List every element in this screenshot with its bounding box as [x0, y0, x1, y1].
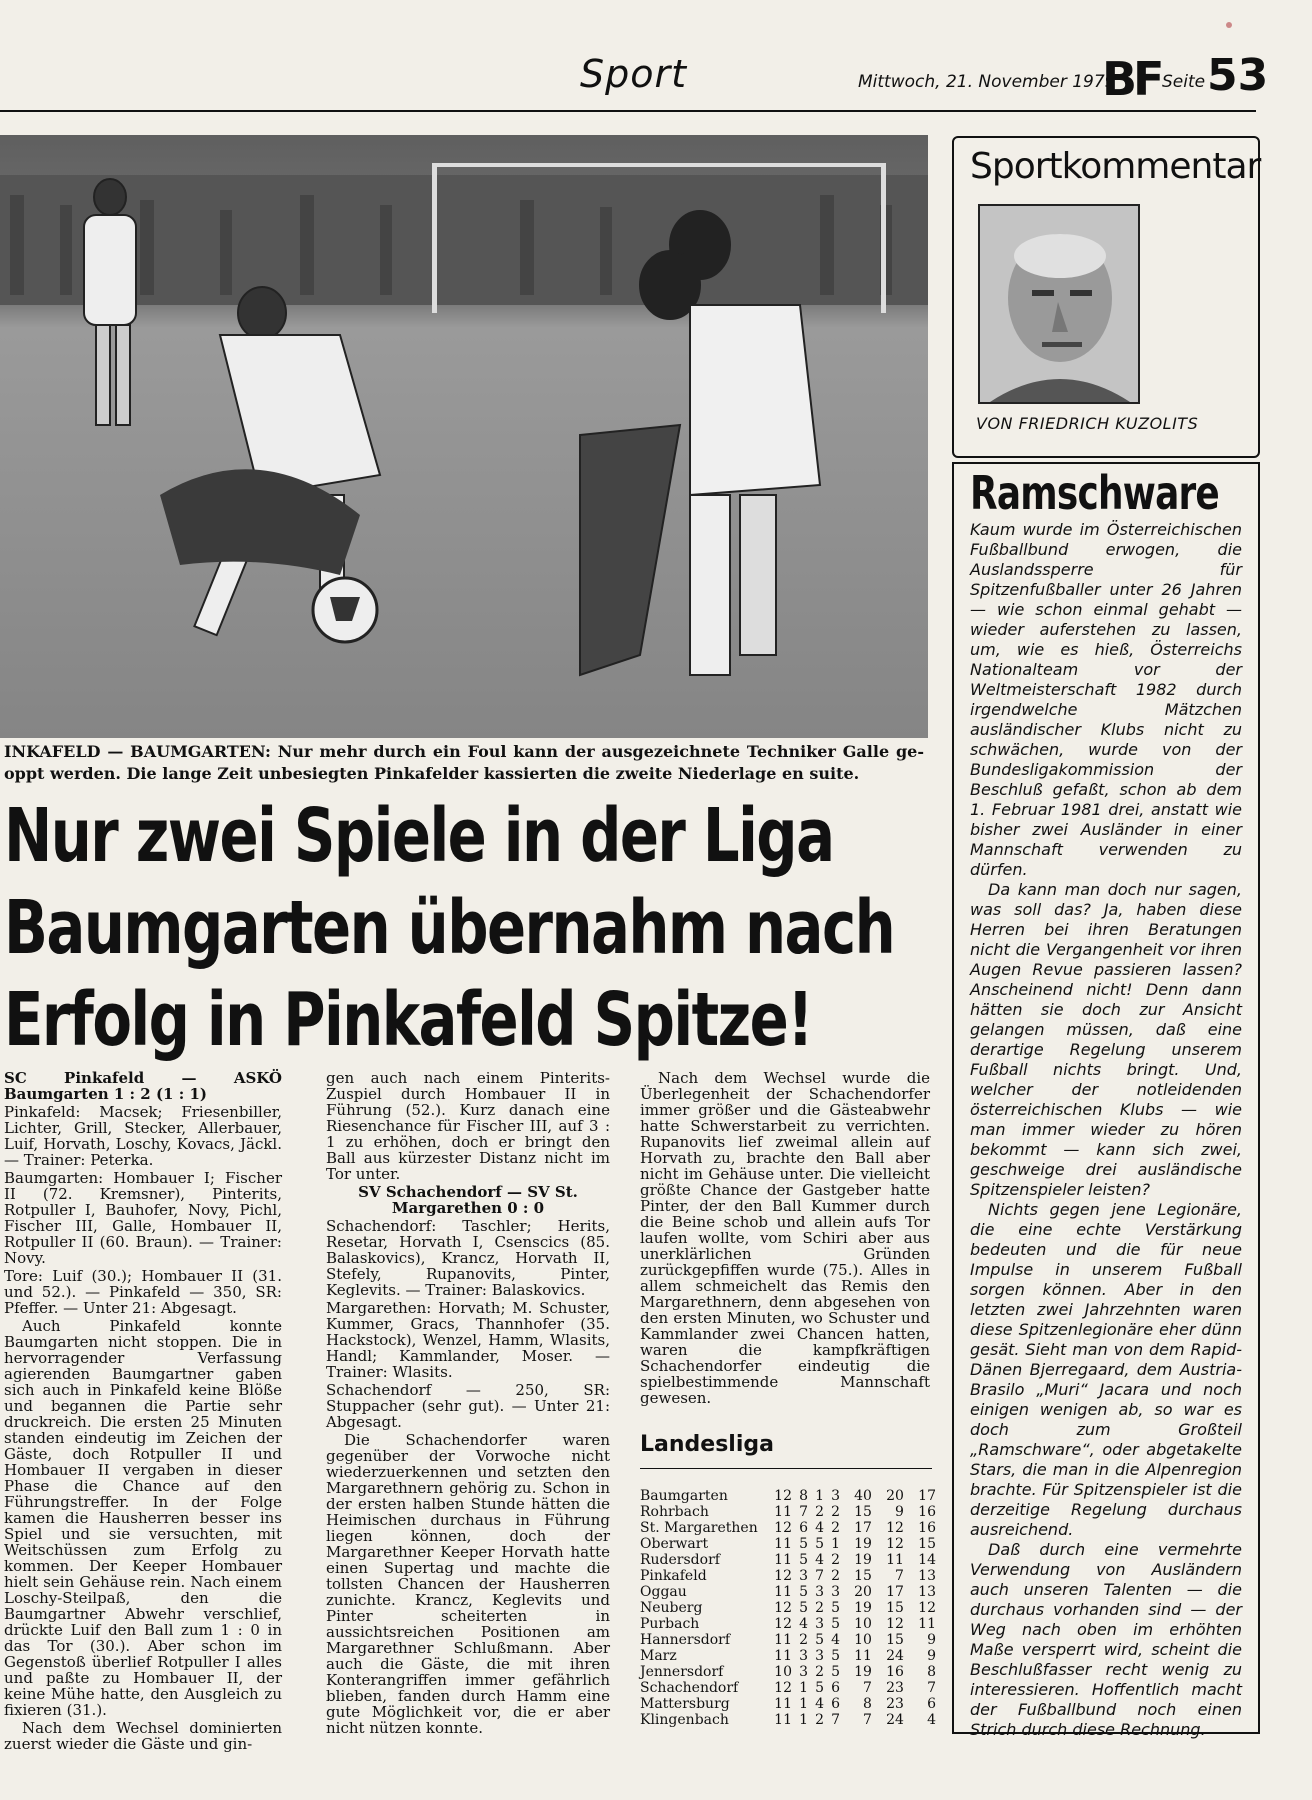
- stat-cell: 1: [799, 1680, 808, 1696]
- table-row: [640, 1680, 936, 1696]
- stat-cell: 8: [863, 1696, 872, 1712]
- stat-cell: 5: [831, 1664, 840, 1680]
- article-paragraph: Schachendorf — 250, SR: Stuppacher (sehr gut). — Unter 21: Abgesagt.: [326, 1381, 610, 1431]
- stat-cell: 1: [831, 1536, 840, 1552]
- newspaper-logo: BF: [1102, 52, 1161, 106]
- stat-cell: 7: [895, 1568, 904, 1584]
- stat-cell: 1: [799, 1696, 808, 1712]
- stat-cell: 5: [799, 1600, 808, 1616]
- stat-cell: 12: [886, 1520, 904, 1536]
- stat-cell: 6: [799, 1520, 808, 1536]
- article-paragraph: Tore: Luif (30.); Hombauer II (31. und 52.). — Pinkafeld — 350, SR: Pfeffer. — Unter 21: Abgesagt.: [4, 1267, 282, 1317]
- stat-cell: 23: [886, 1696, 904, 1712]
- header-rule: [0, 110, 1256, 112]
- stat-cell: 16: [918, 1504, 936, 1520]
- issue-date: Mittwoch, 21. November 1979: [858, 72, 1116, 92]
- stat-cell: 19: [854, 1664, 872, 1680]
- stat-cell: 11: [774, 1632, 792, 1648]
- commentary-box-title: Sportkommentar: [970, 146, 1261, 187]
- stat-cell: 7: [799, 1504, 808, 1520]
- article-paragraph: SC Pinkafeld — ASKÖ Baumgarten 1 : 2 (1 : 1): [4, 1069, 282, 1103]
- stat-cell: 13: [918, 1584, 936, 1600]
- stat-cell: 5: [799, 1584, 808, 1600]
- stat-cell: 2: [799, 1632, 808, 1648]
- table-row: [640, 1600, 936, 1616]
- stat-cell: 12: [774, 1616, 792, 1632]
- team-name: Schachendorf: [640, 1680, 739, 1696]
- stat-cell: 2: [831, 1504, 840, 1520]
- match-photo: [0, 135, 928, 738]
- stat-cell: 19: [854, 1536, 872, 1552]
- team-name: Marz: [640, 1648, 677, 1664]
- team-name: Oggau: [640, 1584, 687, 1600]
- stat-cell: 12: [774, 1520, 792, 1536]
- stat-cell: 40: [854, 1488, 872, 1504]
- stat-cell: 12: [886, 1536, 904, 1552]
- stat-cell: 11: [774, 1648, 792, 1664]
- commentary-author: VON FRIEDRICH KUZOLITS: [976, 414, 1199, 433]
- commentary-paragraph: Da kann man doch nur sagen, was soll das? Ja, haben diese Herren bei ihren Beratungen nicht die Vergangenheit vor ihren Augen Revue passieren lassen? Anscheinend nicht! Denn dann hätten sie doch zur Ansicht gelangen müssen, daß eine derartige Regelung unserem Fußball nichts bringt. Und, welcher der notleidenden österreichischen Klubs — wie man immer wieder zu hören bekommt — kann sich zwei, geschweige drei ausländische Spitzenspieler leisten?: [970, 880, 1242, 1199]
- stat-cell: 11: [918, 1616, 936, 1632]
- commentary-paragraph: Daß durch eine vermehrte Verwendung von Ausländern auch unseren Talenten — die durchaus vorhanden sind — der Weg nach oben im erhöhten Maße versperrt wird, scheint die Beschlußfasser recht wenig zu interessieren. Hoffentlich macht der Fußballbund noch einen Strich durch diese Rechnung.: [970, 1540, 1242, 1739]
- stat-cell: 11: [774, 1696, 792, 1712]
- stat-cell: 7: [863, 1712, 872, 1728]
- table-row: [640, 1552, 936, 1568]
- stat-cell: 11: [774, 1552, 792, 1568]
- stat-cell: 16: [918, 1520, 936, 1536]
- commentary-paragraph: Nichts gegen jene Legionäre, die eine echte Verstärkung bedeuten und die für neue Impulse in unserem Fußball sorgen können. Aber in den letzten zwei Jahrzehnten waren diese Spitzenlegionäre eher dünn gesät. Sieht man von dem Rapid-Dänen Bjerregaard, dem Austria-Brasilo „Muri“ Jacara und noch einigen wenigen ab, so war es doch zum Großteil „Ramschware“, oder abgetakelte Stars, die man in die Alpenregion brachte. Für Spitzenspieler ist die derzeitige Regelung durchaus ausreichend.: [970, 1200, 1242, 1539]
- stat-cell: 15: [886, 1600, 904, 1616]
- article-paragraph: Nach dem Wechsel dominierten zuerst wieder die Gäste und gin-: [4, 1719, 282, 1753]
- stat-cell: 3: [799, 1648, 808, 1664]
- team-name: Rudersdorf: [640, 1552, 720, 1568]
- table-row: [640, 1520, 936, 1536]
- stat-cell: 4: [799, 1616, 808, 1632]
- team-name: St. Margarethen: [640, 1520, 758, 1536]
- stat-cell: 6: [831, 1696, 840, 1712]
- stat-cell: 24: [886, 1712, 904, 1728]
- stat-cell: 3: [815, 1616, 824, 1632]
- stat-cell: 9: [927, 1632, 936, 1648]
- article-paragraph: Nach dem Wechsel wurde die Überlegenheit der Schachendorfer immer größer und die Gästeabwehr hatte Schwerstarbeit zu verrichten. Rupanovits lief zweimal allein auf Horvath zu, brachte den Ball aber nicht im Gehäuse unter. Die vielleicht größte Chance der Gastgeber hatte Pinter, der den Ball Kummer durch die Beine schob und allein aufs Tor laufen wollte, vom Schiri aber aus unerklärlichen Gründen zurückgepfiffen wurde (75.). Alles in allem schmeichelt das Remis den Margarethnern, denn abgesehen von den ersten Minuten, wo Schuster und Kammlander zwei Chancen hatten, waren die kampfkräftigen Schachendorfer eindeutig die spielbestimmende Mannschaft gewesen.: [640, 1069, 930, 1407]
- stat-cell: 4: [815, 1552, 824, 1568]
- table-row: [640, 1488, 936, 1504]
- article-column-2: [326, 1070, 610, 1738]
- team-name: Klingenbach: [640, 1712, 729, 1728]
- stat-cell: 12: [774, 1488, 792, 1504]
- table-row: [640, 1504, 936, 1520]
- stat-cell: 9: [895, 1504, 904, 1520]
- stat-cell: 1: [815, 1488, 824, 1504]
- table-row: [640, 1632, 936, 1648]
- stat-cell: 10: [774, 1664, 792, 1680]
- article-paragraph: Baumgarten: Hombauer I; Fischer II (72. Kremsner), Pinterits, Rotpuller I, Bauhofer, Novy, Pichl, Fischer III, Galle, Hombauer II, Rotpuller II (60. Braun). — Trainer: Novy.: [4, 1169, 282, 1267]
- team-name: Neuberg: [640, 1600, 703, 1616]
- stat-cell: 4: [815, 1696, 824, 1712]
- team-name: Pinkafeld: [640, 1568, 707, 1584]
- table-row: [640, 1568, 936, 1584]
- stat-cell: 1: [799, 1712, 808, 1728]
- stat-cell: 12: [918, 1600, 936, 1616]
- page-number: 53: [1207, 50, 1269, 101]
- stat-cell: 3: [799, 1568, 808, 1584]
- stat-cell: 14: [918, 1552, 936, 1568]
- stat-cell: 2: [815, 1664, 824, 1680]
- stat-cell: 11: [886, 1552, 904, 1568]
- stat-cell: 3: [815, 1584, 824, 1600]
- article-paragraph: SV Schachendorf — SV St. Margarethen 0 : 0: [358, 1183, 578, 1217]
- article-paragraph: gen auch nach einem Pinterits-Zuspiel durch Hombauer II in Führung (52.). Kurz danach eine Riesenchance für Fischer III, auf 3 : 1 zu erhöhen, doch er bringt den Ball aus kürzester Distanz nicht im Tor unter.: [326, 1069, 610, 1183]
- headline-line-1: Nur zwei Spiele in der Liga: [4, 793, 834, 879]
- stat-cell: 3: [831, 1584, 840, 1600]
- article-paragraph: Pinkafeld: Macsek; Friesenbiller, Lichter, Grill, Stecker, Allerbauer, Luif, Horvath, Loschy, Kovacs, Jäckl. — Trainer: Peterka.: [4, 1103, 282, 1169]
- stat-cell: 8: [799, 1488, 808, 1504]
- stat-cell: 6: [927, 1696, 936, 1712]
- stat-cell: 19: [854, 1552, 872, 1568]
- stat-cell: 12: [774, 1680, 792, 1696]
- stat-cell: 4: [927, 1712, 936, 1728]
- stat-cell: 7: [927, 1680, 936, 1696]
- stat-cell: 12: [886, 1616, 904, 1632]
- stat-cell: 15: [886, 1632, 904, 1648]
- stat-cell: 17: [886, 1584, 904, 1600]
- stat-cell: 2: [831, 1552, 840, 1568]
- headline-line-2: Baumgarten übernahm nach: [4, 885, 895, 971]
- stat-cell: 5: [831, 1600, 840, 1616]
- table-row: [640, 1584, 936, 1600]
- stat-cell: 5: [815, 1680, 824, 1696]
- stat-cell: 2: [831, 1520, 840, 1536]
- stat-cell: 24: [886, 1648, 904, 1664]
- stat-cell: 3: [831, 1488, 840, 1504]
- stat-cell: 11: [774, 1712, 792, 1728]
- stat-cell: 7: [831, 1712, 840, 1728]
- stat-cell: 7: [863, 1680, 872, 1696]
- article-paragraph: Margarethen: Horvath; M. Schuster, Kummer, Gracs, Thannhofer (35. Hackstock), Wenzel, Hamm, Wlasits, Handl; Kammlander, Moser. — Trainer: Wlasits.: [326, 1299, 610, 1381]
- stat-cell: 15: [854, 1504, 872, 1520]
- team-name: Jennersdorf: [640, 1664, 724, 1680]
- stat-cell: 6: [831, 1680, 840, 1696]
- stat-cell: 11: [774, 1584, 792, 1600]
- stat-cell: 10: [854, 1616, 872, 1632]
- stat-cell: 20: [886, 1488, 904, 1504]
- stat-cell: 12: [774, 1568, 792, 1584]
- author-portrait: [978, 204, 1140, 404]
- commentary-headline: Ramschware: [970, 466, 1219, 520]
- stat-cell: 4: [831, 1632, 840, 1648]
- stat-cell: 8: [927, 1664, 936, 1680]
- headline-line-3: Erfolg in Pinkafeld Spitze!: [4, 977, 813, 1063]
- stat-cell: 17: [854, 1520, 872, 1536]
- table-row: [640, 1536, 936, 1552]
- team-name: Mattersburg: [640, 1696, 730, 1712]
- stat-cell: 5: [799, 1536, 808, 1552]
- stat-cell: 5: [831, 1648, 840, 1664]
- stat-cell: 2: [815, 1504, 824, 1520]
- stat-cell: 5: [799, 1552, 808, 1568]
- standings-table: [640, 1488, 936, 1728]
- stat-cell: 4: [815, 1520, 824, 1536]
- article-paragraph: Die Schachendorfer waren gegenüber der Vorwoche nicht wiederzuerkennen und setzten den Margarethnern gehörig zu. Schon in der ersten halben Stunde hätten die Heimischen durchaus in Führung liegen können, doch der Margarethner Keeper Horvath hatte einen Supertag und machte die tollsten Chancen der Hausherren zunichte. Krancz, Keglevits und Pinter scheiterten in aussichtsreichen Positionen am Margarethner Schlußmann. Aber auch die Gäste, die mit ihren Konterangriffen immer gefährlich blieben, fanden durch Hamm eine gute Möglichkeit vor, die er aber nicht nützen konnte.: [326, 1431, 610, 1737]
- stat-cell: 12: [774, 1600, 792, 1616]
- team-name: Hannersdorf: [640, 1632, 731, 1648]
- stat-cell: 2: [815, 1600, 824, 1616]
- stat-cell: 5: [831, 1616, 840, 1632]
- table-row: [640, 1616, 936, 1632]
- table-row: [640, 1712, 936, 1728]
- stat-cell: 2: [831, 1568, 840, 1584]
- article-paragraph: Schachendorf: Taschler; Herits, Resetar, Horvath I, Csenscics (85. Balaskovics), Krancz, Horvath II, Stefely, Rupanovits, Pinter, Keglevits. — Trainer: Balaskovics.: [326, 1217, 610, 1299]
- table-row: [640, 1664, 936, 1680]
- team-name: Oberwart: [640, 1536, 709, 1552]
- stat-cell: 5: [815, 1536, 824, 1552]
- stat-cell: 16: [886, 1664, 904, 1680]
- stat-cell: 17: [918, 1488, 936, 1504]
- stat-cell: 2: [815, 1712, 824, 1728]
- stat-cell: 15: [854, 1568, 872, 1584]
- section-title: Sport: [580, 52, 688, 96]
- table-row: [640, 1648, 936, 1664]
- standings-title: Landesliga: [640, 1432, 774, 1457]
- stat-cell: 23: [886, 1680, 904, 1696]
- article-column-3: [640, 1070, 930, 1408]
- commentary-body: [970, 520, 1242, 1740]
- stat-cell: 11: [774, 1536, 792, 1552]
- stat-cell: 15: [918, 1536, 936, 1552]
- page-label: Seite: [1162, 72, 1206, 92]
- stat-cell: 7: [815, 1568, 824, 1584]
- article-column-1: [4, 1070, 282, 1754]
- stat-cell: 9: [927, 1648, 936, 1664]
- stat-cell: 5: [815, 1632, 824, 1648]
- stat-cell: 20: [854, 1584, 872, 1600]
- commentary-paragraph: Kaum wurde im Österreichischen Fußballbund erwogen, die Auslandssperre für Spitzenfußballer unter 26 Jahren — wie schon einmal gehabt — wieder auferstehen zu lassen, um, wie es hieß, Österreichs Nationalteam vor der Weltmeisterschaft 1982 durch irgendwelche Mätzchen ausländischer Klubs nicht zu schwächen, wurde von der Bundesligakommission der Beschluß gefaßt, schon ab dem 1. Februar 1981 drei, anstatt wie bisher zwei Ausländer in einer Mannschaft verwenden zu dürfen.: [970, 520, 1242, 879]
- stat-cell: 11: [774, 1504, 792, 1520]
- team-name: Baumgarten: [640, 1488, 728, 1504]
- table-row: [640, 1696, 936, 1712]
- main-headline: [4, 790, 895, 1066]
- stat-cell: 3: [799, 1664, 808, 1680]
- stat-cell: 11: [854, 1648, 872, 1664]
- print-mark: [1226, 22, 1232, 28]
- team-name: Purbach: [640, 1616, 700, 1632]
- stat-cell: 19: [854, 1600, 872, 1616]
- photo-caption: INKAFELD — BAUMGARTEN: Nur mehr durch ein Foul kann der ausgezeichnete Techniker Galle ge-oppt werden. Die lange Zeit unbesiegten Pinkafelder kassierten die zweite Niederlage en suite.: [4, 742, 924, 783]
- team-name: Rohrbach: [640, 1504, 709, 1520]
- article-paragraph: Auch Pinkafeld konnte Baumgarten nicht stoppen. Die in hervorragender Verfassung agierenden Baumgartner gaben sich auch in Pinkafeld keine Blöße und begannen die Partie sehr druckreich. Die ersten 25 Minuten standen eindeutig im Zeichen der Gäste, doch Rotpuller II und Hombauer II vergaben in dieser Phase die Chance auf den Führungstreffer. In der Folge kamen die Hausherren besser ins Spiel und sie versuchten, mit Weitschüssen zum Erfolg zu kommen. Der Keeper Hombauer hielt sein Gehäuse rein. Nach einem Loschy-Steilpaß, den die Baumgartner Abwehr verschlief, drückte Luif den Ball zum 1 : 0 in das Tor (30.). Aber schon im Gegenstoß überlief Rotpuller I alles und paßte zu Hombauer II, der keine Mühe hatte, den Ausgleich zu fixieren (31.).: [4, 1317, 282, 1719]
- standings-rule: [640, 1468, 932, 1469]
- stat-cell: 10: [854, 1632, 872, 1648]
- stat-cell: 3: [815, 1648, 824, 1664]
- stat-cell: 13: [918, 1568, 936, 1584]
